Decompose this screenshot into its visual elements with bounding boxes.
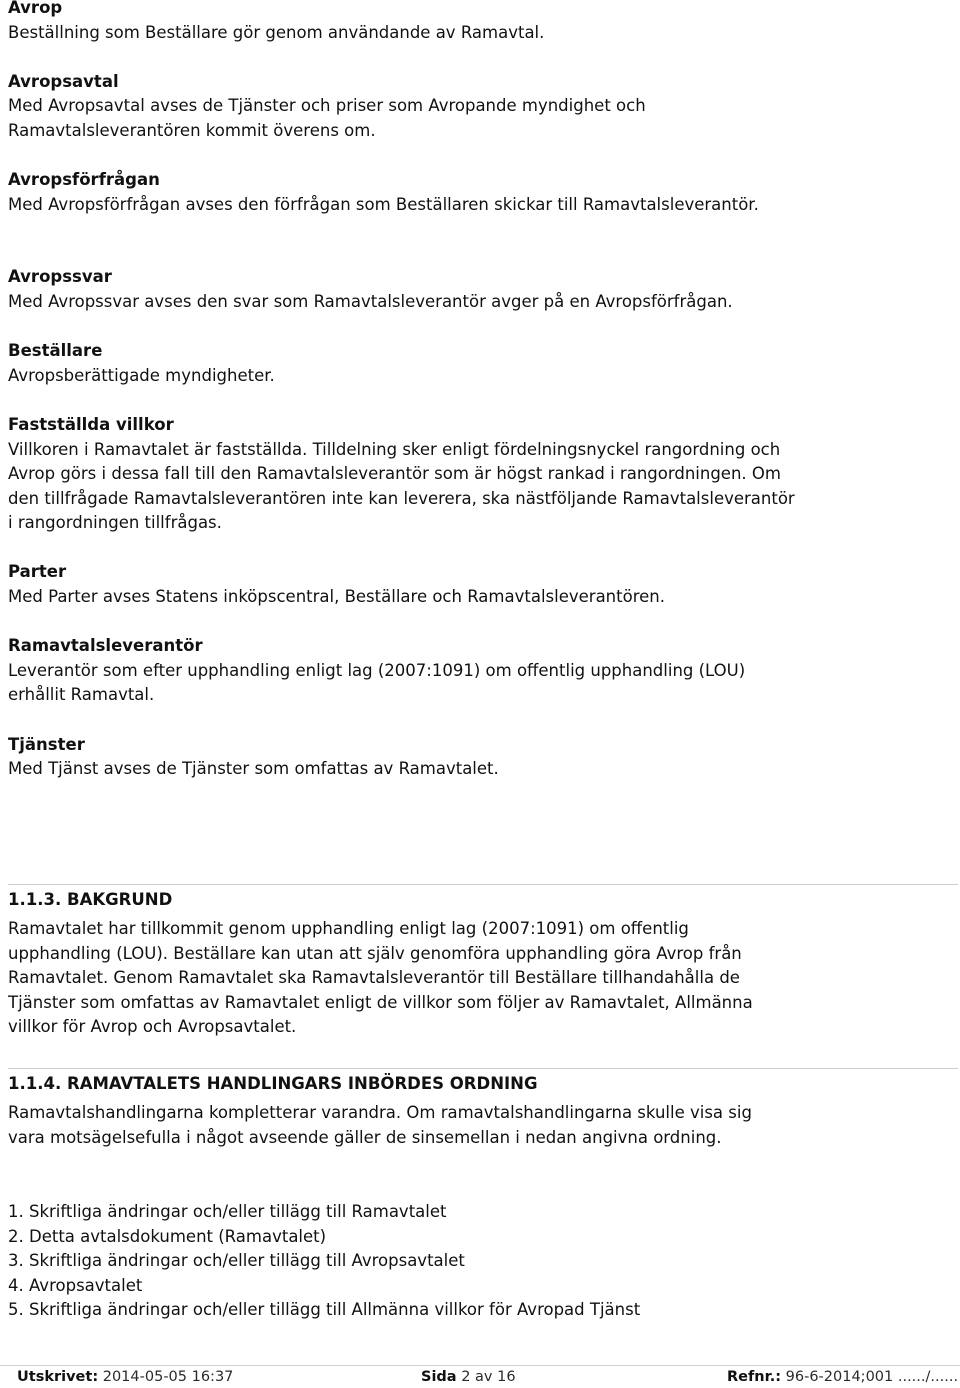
page-footer	[0, 1365, 960, 1388]
section-heading: 1.1.3. BAKGRUND	[8, 890, 173, 909]
definitions-list	[8, 0, 953, 782]
term-title: Avropsförfrågan	[8, 170, 160, 190]
printed-value: 2014-05-05 16:37	[102, 1369, 234, 1385]
section-heading: 1.1.4. RAMAVTALETS HANDLINGARS INBÖRDES ORDNING	[8, 1074, 538, 1093]
term-body: Leverantör som efter upphandling enligt lag (2007:1091) om offentlig upphandling (LOU) erhållit Ramavtal.	[8, 660, 746, 705]
term-title: Avropsavtal	[8, 71, 119, 91]
list-item: 4. Avropsavtalet	[8, 1275, 143, 1295]
definition-ramavtalsleverantor	[8, 634, 953, 708]
term-body: Med Avropsavtal avses de Tjänster och priser som Avropande myndighet och Ramavtalsleverantören kommit överens om.	[8, 96, 646, 140]
ref-label: Refnr.:	[727, 1369, 782, 1385]
term-body: Beställning som Beställare gör genom användande av Ramavtal.	[8, 22, 545, 42]
section-bakgrund-heading	[8, 884, 958, 913]
term-title: Parter	[8, 562, 67, 582]
term-body: Med Avropsförfrågan avses den förfrågan som Beställaren skickar till Ramavtalsleverantör.	[8, 194, 759, 214]
printed-label: Utskrivet:	[17, 1369, 99, 1385]
term-title: Tjänster	[8, 734, 85, 754]
term-body: Med Tjänst avses de Tjänster som omfattas av Ramavtalet.	[8, 759, 499, 779]
term-title: Ramavtalsleverantör	[8, 636, 203, 656]
definition-avropssvar	[8, 265, 953, 314]
footer-page	[421, 1366, 516, 1388]
term-body: Avropsberättigade myndigheter.	[8, 365, 275, 385]
definition-bestallare	[8, 339, 953, 388]
definition-avropsforfragan	[8, 168, 953, 217]
term-title: Avropssvar	[8, 267, 112, 287]
list-item: 2. Detta avtalsdokument (Ramavtalet)	[8, 1226, 327, 1246]
definition-tjanster	[8, 733, 953, 782]
term-body: Villkoren i Ramavtalet är fastställda. Tilldelning sker enligt fördelningsnyckel rangordning och Avrop görs i dessa fall till den Ramavtalsleverantör som är högst rankad i rangordningen. Om den tillfrågade Ramavtalsleverantören inte kan leverera, ska nästföljande Ramavtalsleverantör i rangordningen tillfrågas.	[8, 439, 795, 533]
definition-parter	[8, 560, 953, 609]
definition-avropsavtal	[8, 70, 953, 144]
footer-ref	[727, 1366, 958, 1388]
term-title: Fastställda villkor	[8, 414, 174, 434]
section-bakgrund-body: Ramavtalet har tillkommit genom upphandling enligt lag (2007:1091) om offentlig upphandling (LOU). Beställare kan utan att själv genomföra upphandling göra Avrop från Ramavtalet. Genom Ramavtalet ska Ramavtalsleverantör till Beställare tillhandahålla de Tjänster som omfattas av Ramavtalet enligt de villkor som följer av Ramavtalet, Allmänna villkor för Avrop och Avropsavtalet.	[8, 919, 753, 1037]
definition-avrop	[8, 0, 953, 45]
footer-printed	[17, 1366, 233, 1388]
list-item: 5. Skriftliga ändringar och/eller tillägg till Allmänna villkor för Avropad Tjänst	[8, 1300, 641, 1320]
term-title: Beställare	[8, 341, 103, 361]
term-body: Med Avropssvar avses den svar som Ramavtalsleverantör avger på en Avropsförfrågan.	[8, 291, 733, 311]
precedence-list	[8, 1200, 958, 1323]
list-item: 3. Skriftliga ändringar och/eller tillägg till Avropsavtalet	[8, 1251, 465, 1271]
page-value: 2 av 16	[461, 1369, 516, 1385]
definition-faststallda-villkor	[8, 413, 953, 536]
term-title: Avrop	[8, 0, 63, 17]
term-body: Med Parter avses Statens inköpscentral, Beställare och Ramavtalsleverantören.	[8, 587, 665, 607]
page-label: Sida	[421, 1369, 457, 1385]
ref-value: 96-6-2014;001 ....../......	[785, 1369, 959, 1385]
section-ordning-body: Ramavtalshandlingarna kompletterar varandra. Om ramavtalshandlingarna skulle visa sig vara motsägelsefulla i något avseende gäller de sinsemellan i nedan angivna ordning.	[8, 1103, 752, 1147]
section-ordning-heading	[8, 1068, 958, 1097]
list-item: 1. Skriftliga ändringar och/eller tillägg till Ramavtalet	[8, 1202, 447, 1221]
